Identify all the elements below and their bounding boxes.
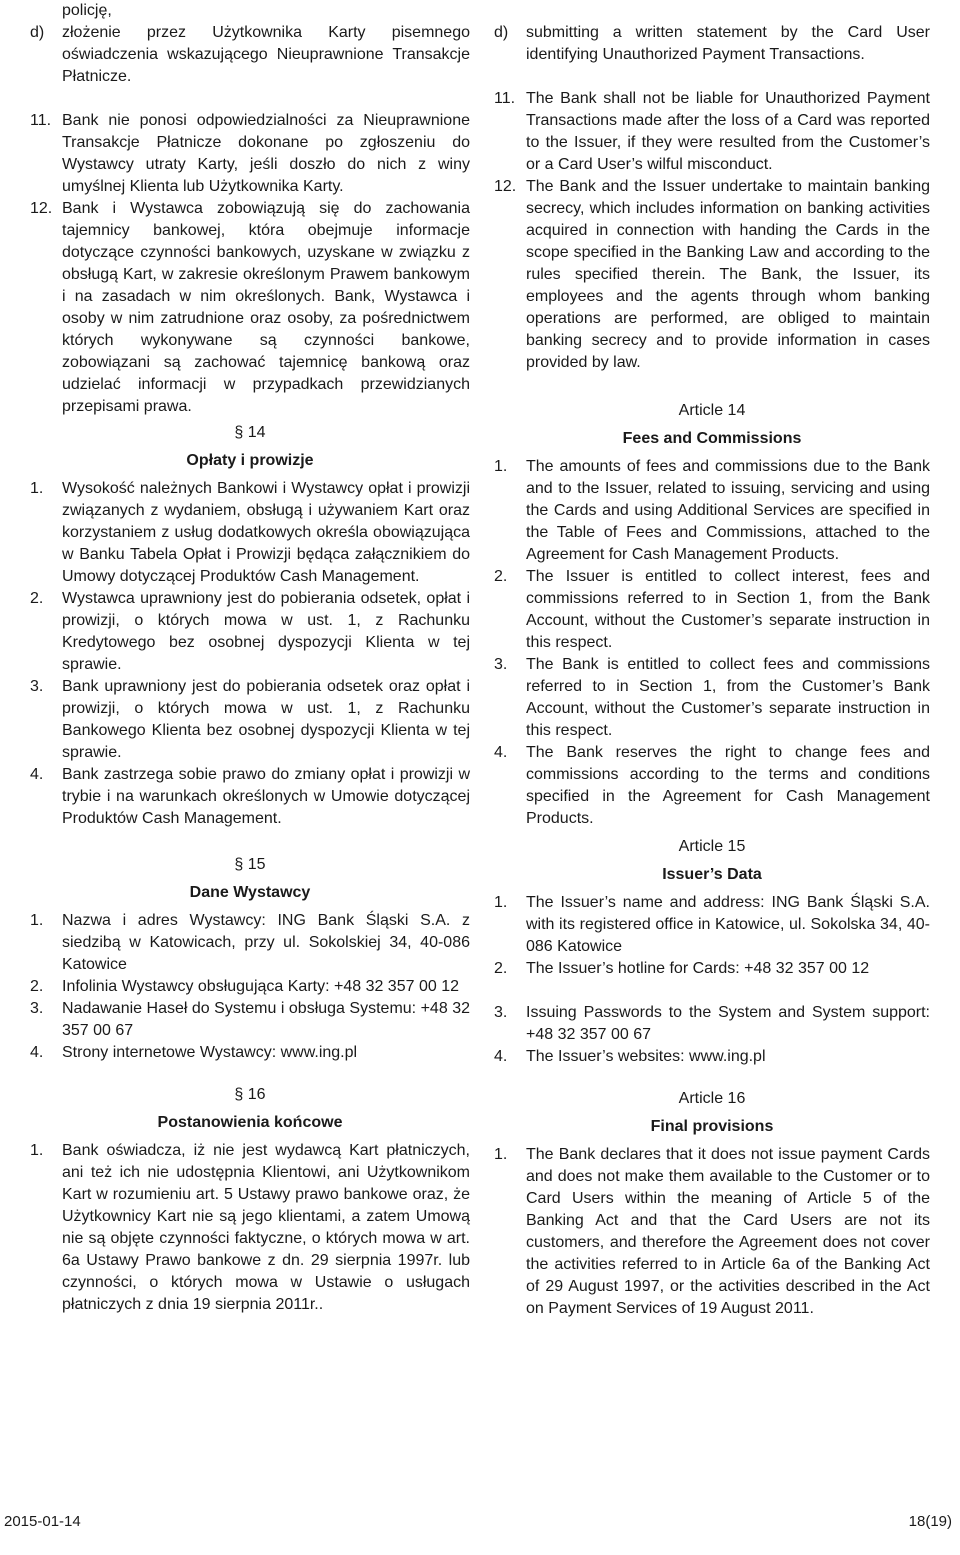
- list-item: [30, 1042, 470, 1064]
- list-item-d: [494, 22, 930, 66]
- list-text: The Bank and the Issuer undertake to maintain banking secrecy, which includes information on banking activities acquired in connection with handing the Cards in the scope specified in the Banking Law and according to the rules specified therein. The Bank, the Issuer, its employees and the agents through whom banking operations are performed, are obliged to maintain banking secrecy and to provide information in cases provided by law.: [526, 178, 930, 371]
- section-title-16: Final provisions: [650, 1118, 774, 1135]
- list-number: 3.: [30, 1000, 44, 1017]
- list-text: The Issuer’s name and address: ING Bank Śląski S.A. with its registered office in Katowice, ul. Sokolska 34, 40-086 Katowice: [526, 894, 930, 955]
- list-text: The Issuer’s hotline for Cards: +48 32 357 00 12: [526, 960, 870, 977]
- list-item: [494, 892, 930, 958]
- list-text: Bank i Wystawca zobowiązują się do zachowania tajemnicy bankowej, która obejmuje informacje dotyczące czynności bankowych, uzyskane w związku z obsługą Kart, w zakresie określonym Prawem bankowym i na zasadach w nim określonych. Bank, Wystawca i osoby w nim zatrudnione oraz osoby, za pośrednictwem których wykonywane są czynności bankowe, zobowiązani są zachować tajemnicę bankową oraz udzielać informacji w przypadkach przewidzianych przepisami prawa.: [62, 200, 470, 415]
- list-text: Infolinia Wystawcy obsługująca Karty: +48 32 357 00 12: [62, 978, 459, 995]
- section-title-16: Postanowienia końcowe: [157, 1114, 343, 1131]
- section-number-14: Article 14: [678, 402, 746, 419]
- list-number: 2.: [494, 960, 508, 977]
- list-text: The Issuer’s websites: www.ing.pl: [526, 1048, 766, 1065]
- list-item-12: [494, 176, 930, 374]
- section-title-15: Issuer’s Data: [662, 866, 762, 883]
- list-number: 1.: [494, 894, 508, 911]
- list-number: 1.: [30, 1142, 44, 1159]
- list-number: 4.: [30, 766, 44, 783]
- list-text: Bank oświadcza, iż nie jest wydawcą Kart płatniczych, ani też ich nie udostępnia Klientowi, ani Użytkownikom Kart w rozumieniu art. 5 Ustawy prawo bankowe oraz, że Użytkownicy Kart nie są jego klientami, a zatem Umową nie są objęte czynności faktyczne, o których mowa w art. 6a Ustawy Prawo bankowe z dn. 29 sierpnia 1997r. lub czynności, o których mowa w Ustawie o usługach płatniczych z dnia 19 sierpnia 2011r..: [62, 1142, 470, 1313]
- list-number: 3.: [494, 1004, 508, 1021]
- section-number-14: § 14: [234, 424, 266, 441]
- list-number: 4.: [30, 1044, 44, 1061]
- list-item: [30, 998, 470, 1042]
- section-number-15: § 15: [234, 856, 266, 873]
- section-title-15: Dane Wystawcy: [189, 884, 311, 901]
- list-number: d): [30, 24, 45, 41]
- top-fragment: policję,: [62, 2, 112, 19]
- right-column-english: [494, 0, 930, 1320]
- list-item: [494, 456, 930, 566]
- list-text: The amounts of fees and commissions due to the Bank and to the Issuer, related to issuing, servicing and using the Cards and using Additional Services are specified in the Table of Fees and Commissions, attached to the Agreement for Cash Management Products.: [526, 458, 930, 563]
- list-number: 2.: [30, 978, 44, 995]
- list-number: 3.: [30, 678, 44, 695]
- list-item: [494, 742, 930, 830]
- list-text: złożenie przez Użytkownika Karty pisemnego oświadczenia wskazującego Nieuprawnione Transakcje Płatnicze.: [62, 24, 470, 85]
- list-number: 12.: [494, 178, 517, 195]
- list-text: The Bank reserves the right to change fees and commissions according to the terms and conditions specified in the Agreement for Cash Management Products.: [526, 744, 930, 827]
- left-column-polish: [30, 0, 470, 1316]
- list-text: Bank nie ponosi odpowiedzialności za Nieuprawnione Transakcje Płatnicze dokonane po zgłoszeniu do Wystawcy utraty Karty, jeśli doszło do nich z winy umyślnej Klienta lub Użytkownika Karty.: [62, 112, 470, 195]
- list-item: [30, 1140, 470, 1316]
- list-item-11: [494, 88, 930, 176]
- list-item: [30, 910, 470, 976]
- list-text: Wysokość należnych Bankowi i Wystawcy opłat i prowizji związanych z wydaniem, obsługą i używaniem Kart oraz korzystaniem z usług dodatkowych określa obowiązująca w Banku Tabela Opłat i Prowizji będąca załącznikiem do Umowy dotyczącej Produktów Cash Management.: [62, 480, 470, 585]
- list-number: 11.: [30, 112, 52, 129]
- list-text: Nazwa i adres Wystawcy: ING Bank Śląski S.A. z siedzibą w Katowicach, przy ul. Sokolskiej 34, 40-086 Katowice: [62, 912, 470, 973]
- list-number: 4.: [494, 744, 508, 761]
- list-text: Strony internetowe Wystawcy: www.ing.pl: [62, 1044, 358, 1061]
- list-number: 4.: [494, 1048, 508, 1065]
- section-title-14: Fees and Commissions: [622, 430, 802, 447]
- list-item: [494, 1002, 930, 1046]
- list-item: [30, 976, 470, 998]
- list-item: [494, 654, 930, 742]
- section-number-16: Article 16: [678, 1090, 746, 1107]
- footer-date: 2015-01-14: [4, 1513, 81, 1530]
- list-number: 2.: [30, 590, 44, 607]
- list-item: [30, 588, 470, 676]
- list-text: submitting a written statement by the Card User identifying Unauthorized Payment Transactions.: [526, 24, 930, 63]
- section-number-15: Article 15: [678, 838, 746, 855]
- list-item-12: [30, 198, 470, 418]
- list-text: The Bank shall not be liable for Unauthorized Payment Transactions made after the loss of a Card was reported to the Issuer, if they were resulted from the Customer’s or a Card User’s wilful misconduct.: [526, 90, 930, 173]
- section-title-14: Opłaty i prowizje: [186, 452, 314, 469]
- list-text: Bank zastrzega sobie prawo do zmiany opłat i prowizji w trybie i na warunkach określonych w Umowie dotyczącej Produktów Cash Management.: [62, 766, 470, 827]
- list-text: The Bank is entitled to collect fees and commissions referred to in Section 1, from the Customer’s Bank Account, without the Customer’s separate instruction in this respect.: [526, 656, 930, 739]
- list-item-d: [30, 22, 470, 88]
- list-number: 1.: [30, 912, 44, 929]
- list-item: [494, 1144, 930, 1320]
- list-number: d): [494, 24, 509, 41]
- list-item: [494, 958, 930, 980]
- footer-page-number: 18(19): [908, 1513, 952, 1530]
- list-text: Bank uprawniony jest do pobierania odsetek oraz opłat i prowizji, o których mowa w ust. 1, z Rachunku Bankowego Klienta bez osobnej dyspozycji Klienta w tej sprawie.: [62, 678, 470, 761]
- list-number: 11.: [494, 90, 516, 107]
- list-text: Issuing Passwords to the System and System support: +48 32 357 00 67: [526, 1004, 930, 1043]
- list-number: 1.: [30, 480, 44, 497]
- list-number: 1.: [494, 1146, 508, 1163]
- list-number: 12.: [30, 200, 53, 217]
- list-item: [494, 566, 930, 654]
- list-number: 3.: [494, 656, 508, 673]
- list-text: The Issuer is entitled to collect interest, fees and commissions referred to in Section 1, from the Bank Account, without the Customer’s separate instruction in this respect.: [526, 568, 930, 651]
- list-item: [30, 676, 470, 764]
- list-item: [30, 478, 470, 588]
- list-number: 2.: [494, 568, 508, 585]
- list-text: Wystawca uprawniony jest do pobierania odsetek, opłat i prowizji, o których mowa w ust. 1, z Rachunku Kredytowego bez osobnej dyspozycji Klienta w tej sprawie.: [62, 590, 470, 673]
- list-text: Nadawanie Haseł do Systemu i obsługa Systemu: +48 32 357 00 67: [62, 1000, 470, 1039]
- list-text: The Bank declares that it does not issue payment Cards and does not make them available to the Customer or to Card Users within the meaning of Article 5 of the Banking Act and that the Card Users are not its customers, and therefore the Agreement does not cover the activities referred to in Article 6a of the Banking Act of 29 August 1997, or the activities described in the Act on Payment Services of 19 August 2011.: [526, 1146, 930, 1317]
- list-item: [30, 764, 470, 830]
- list-item-11: [30, 110, 470, 198]
- section-number-16: § 16: [234, 1086, 266, 1103]
- list-number: 1.: [494, 458, 508, 475]
- list-item: [494, 1046, 930, 1068]
